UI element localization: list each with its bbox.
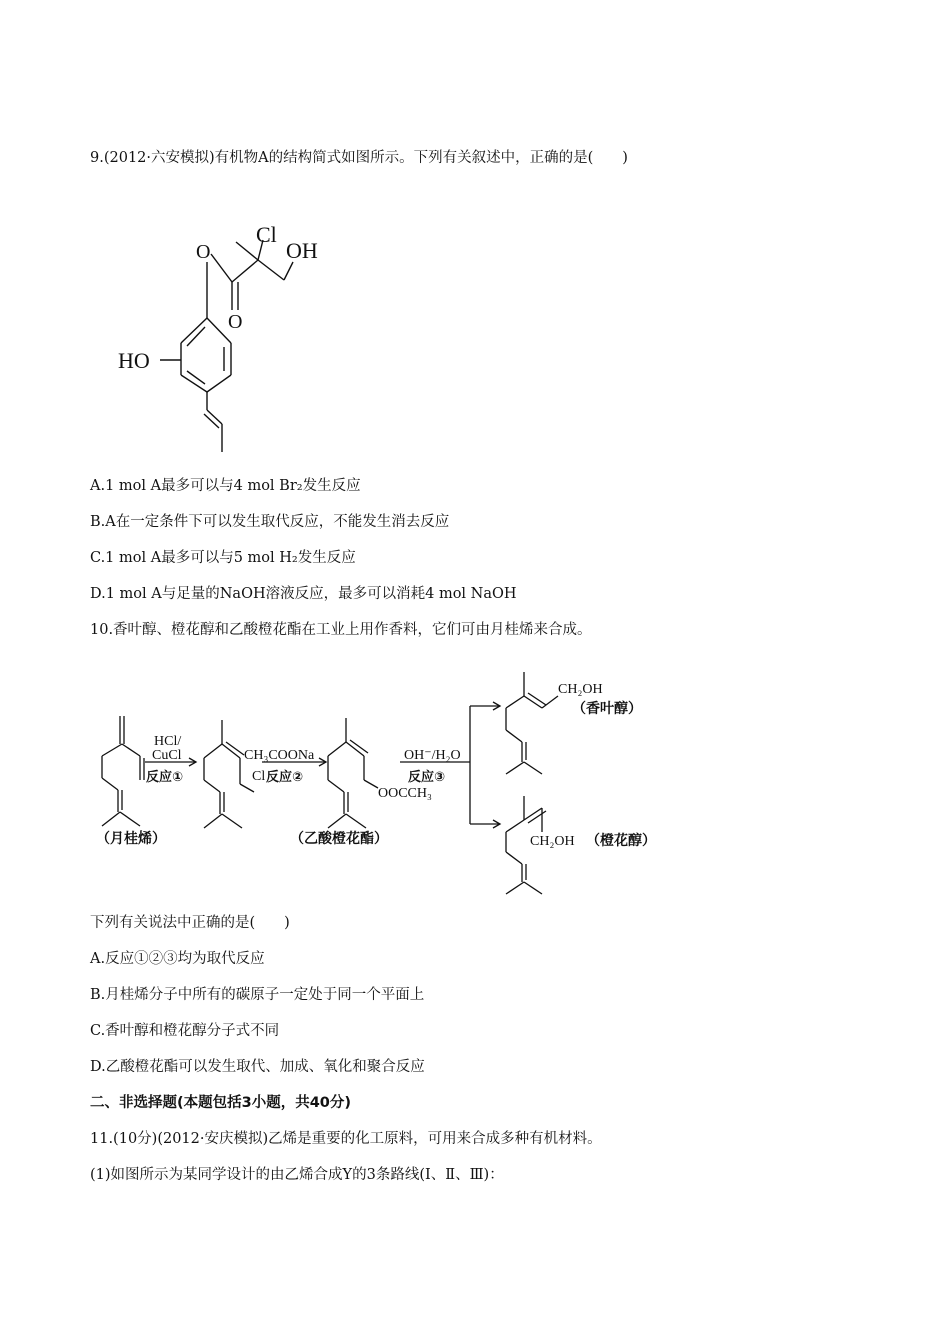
chlorine-label: Cl xyxy=(256,222,277,247)
geraniol-name: （香叶醇） xyxy=(572,701,642,717)
reaction2-label: 反应② xyxy=(266,770,304,785)
section2-title: 二、非选择题(本题包括3小题，共40分) xyxy=(90,1095,352,1111)
reaction1-reagent-hcl: HCl/ xyxy=(154,734,182,749)
carbonyl-oxygen-label: O xyxy=(228,311,243,333)
q9-option-c: C.1 mol A最多可以与5 mol H₂发生反应 xyxy=(90,550,356,566)
q9-option-b: B.A在一定条件下可以发生取代反应，不能发生消去反应 xyxy=(90,514,450,530)
q10-stem: 10.香叶醇、橙花醇和乙酸橙花酯在工业上用作香料，它们可由月桂烯来合成。 xyxy=(90,622,592,638)
neryl-acetate-name: （乙酸橙花酯） xyxy=(290,831,388,847)
q9-option-d: D.1 mol A与足量的NaOH溶液反应，最多可以消耗4 mol NaOH xyxy=(90,586,517,602)
q10-option-c: C.香叶醇和橙花醇分子式不同 xyxy=(90,1023,280,1039)
acetate-group-label: OOCCH₃ xyxy=(378,786,432,801)
chlorine-atom-label: Cl xyxy=(252,769,266,784)
geraniol-ch2oh-label: CH₂OH xyxy=(558,682,603,697)
reaction2-reagent: CH₃COONa xyxy=(244,748,315,763)
reaction3-reagent: OH⁻/H₂O xyxy=(404,748,461,763)
nerol-ch2oh-label: CH₂OH xyxy=(530,834,575,849)
q11-part1: (1)如图所示为某同学设计的由乙烯合成Y的3条路线(Ⅰ、Ⅱ、Ⅲ)： xyxy=(90,1167,504,1183)
myrcene-name: （月桂烯） xyxy=(96,831,166,847)
hydroxyl-label: OH xyxy=(286,238,318,263)
reaction3-label: 反应③ xyxy=(408,770,446,785)
q10-prompt: 下列有关说法中正确的是( ) xyxy=(90,915,290,931)
ester-oxygen-label: O xyxy=(196,241,211,263)
reaction1-reagent-cucl: CuCl xyxy=(152,748,182,763)
reaction1-label: 反应① xyxy=(146,770,184,785)
q11-stem: 11.(10分)(2012·安庆模拟)乙烯是重要的化工原料，可用来合成多种有机材料。 xyxy=(90,1131,602,1147)
phenol-hydroxyl-label: HO xyxy=(118,348,150,373)
q10-option-b: B.月桂烯分子中所有的碳原子一定处于同一个平面上 xyxy=(90,987,425,1003)
q9-stem: 9.(2012·六安模拟)有机物A的结构简式如图所示。下列有关叙述中，正确的是( ) xyxy=(90,150,628,166)
q10-option-a: A.反应①②③均为取代反应 xyxy=(90,951,265,967)
q10-option-d: D.乙酸橙花酯可以发生取代、加成、氧化和聚合反应 xyxy=(90,1059,425,1075)
nerol-name: （橙花醇） xyxy=(586,833,656,849)
q9-option-a: A.1 mol A最多可以与4 mol Br₂发生反应 xyxy=(90,478,361,494)
